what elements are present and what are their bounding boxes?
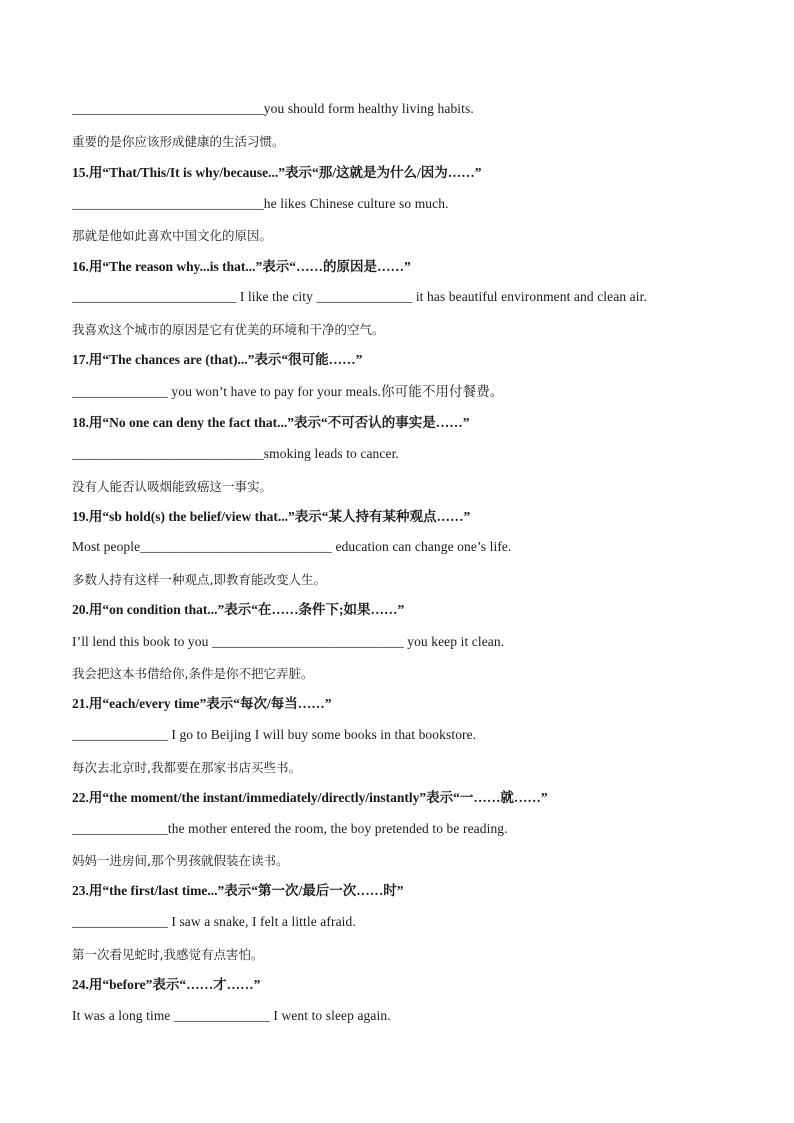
section-heading-19: 19.用“sb hold(s) the belief/view that...”表示“某人持有某种观点……” <box>72 509 471 524</box>
section-heading-22: 22.用“the moment/the instant/immediately/directly/instantly”表示“一……就……” <box>72 790 548 805</box>
section-heading-21: 21.用“each/every time”表示“每次/每当……” <box>72 696 332 711</box>
translation: 我喜欢这个城市的原因是它有优美的环境和干净的空气。 <box>72 322 385 337</box>
translation: 那就是他如此喜欢中国文化的原因。 <box>72 228 273 243</box>
translation: 妈妈一进房间,那个男孩就假装在读书。 <box>72 853 289 868</box>
exercise-sentence: ____________________________you should form healthy living habits. <box>72 101 474 116</box>
translation: 没有人能否认吸烟能致癌这一事实。 <box>72 479 273 494</box>
exercise-sentence: Most people____________________________ education can change one’s life. <box>72 539 512 554</box>
exercise-sentence: ________________________ I like the city ______________ it has beautiful environment and clean air. <box>72 289 647 304</box>
section-heading-15: 15.用“That/This/It is why/because...”表示“那/这就是为什么/因为……” <box>72 165 482 180</box>
exercise-sentence: ______________ you won’t have to pay for your meals.你可能不用付餐费。 <box>72 384 504 399</box>
section-heading-20: 20.用“on condition that...”表示“在……条件下;如果……” <box>72 602 405 617</box>
section-heading-17: 17.用“The chances are (that)...”表示“很可能……” <box>72 352 363 367</box>
section-heading-24: 24.用“before”表示“……才……” <box>72 977 261 992</box>
exercise-sentence: It was a long time ______________ I went to sleep again. <box>72 1008 391 1023</box>
translation: 第一次看见蛇时,我感觉有点害怕。 <box>72 947 264 962</box>
exercise-sentence: ______________ I go to Beijing I will buy some books in that bookstore. <box>72 727 477 742</box>
exercise-sentence: I’ll lend this book to you ____________________________ you keep it clean. <box>72 634 505 649</box>
translation: 每次去北京时,我都要在那家书店买些书。 <box>72 760 301 775</box>
exercise-sentence: ______________ I saw a snake, I felt a little afraid. <box>72 914 356 929</box>
translation: 我会把这本书借给你,条件是你不把它弄脏。 <box>72 666 314 681</box>
translation: 多数人持有这样一种观点,即教育能改变人生。 <box>72 572 326 587</box>
exercise-sentence: ____________________________smoking leads to cancer. <box>72 446 399 461</box>
exercise-sentence: ______________the mother entered the room, the boy pretended to be reading. <box>72 821 508 836</box>
section-heading-18: 18.用“No one can deny the fact that...”表示“不可否认的事实是……” <box>72 415 470 430</box>
exercise-sentence: ____________________________he likes Chinese culture so much. <box>72 196 449 211</box>
section-heading-23: 23.用“the first/last time...”表示“第一次/最后一次……时” <box>72 883 404 898</box>
translation: 重要的是你应该形成健康的生活习惯。 <box>72 134 285 149</box>
section-heading-16: 16.用“The reason why...is that...”表示“……的原因是……” <box>72 259 411 274</box>
